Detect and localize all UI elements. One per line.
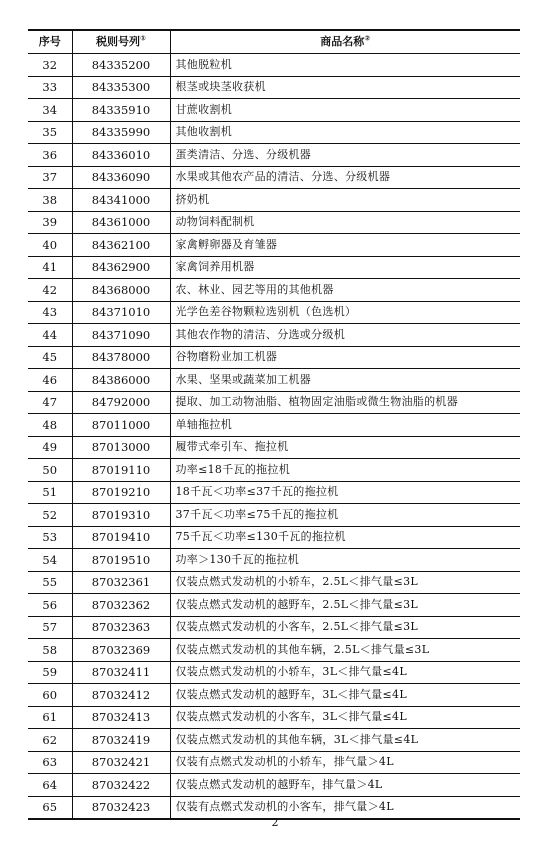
product-name-cell: 仅装有点燃式发动机的小客车，排气量＞4L [170, 796, 520, 819]
table-row [28, 234, 520, 257]
seq-cell: 59 [28, 661, 72, 684]
tariff-code-cell: 87032422 [72, 774, 170, 797]
table-row [28, 121, 520, 144]
product-name-cell: 谷物磨粉业加工机器 [170, 346, 520, 369]
table-header-row [28, 30, 520, 54]
seq-cell: 64 [28, 774, 72, 797]
tariff-code-cell: 87019110 [72, 459, 170, 482]
tariff-code-cell: 87019310 [72, 504, 170, 527]
seq-cell: 39 [28, 211, 72, 234]
tariff-code-cell: 84336090 [72, 166, 170, 189]
tariff-table [28, 29, 520, 820]
tariff-code-cell: 87032363 [72, 616, 170, 639]
product-name-cell: 仅装点燃式发动机的越野车，2.5L＜排气量≤3L [170, 594, 520, 617]
product-name-cell: 挤奶机 [170, 189, 520, 212]
tariff-code-cell: 87032369 [72, 639, 170, 662]
product-name-cell: 单轴拖拉机 [170, 414, 520, 437]
header-name: 商品名称② [170, 30, 520, 54]
seq-cell: 44 [28, 324, 72, 347]
seq-cell: 49 [28, 436, 72, 459]
product-name-cell: 提取、加工动物油脂、植物固定油脂或微生物油脂的机器 [170, 391, 520, 414]
product-name-cell: 其他农作物的清洁、分选或分级机 [170, 324, 520, 347]
table-row [28, 301, 520, 324]
tariff-code-cell: 87032419 [72, 729, 170, 752]
product-name-cell: 仅装有点燃式发动机的小轿车，排气量＞4L [170, 751, 520, 774]
product-name-cell: 其他收割机 [170, 121, 520, 144]
table-row [28, 211, 520, 234]
table-row [28, 414, 520, 437]
seq-cell: 35 [28, 121, 72, 144]
product-name-cell: 功率＞130千瓦的拖拉机 [170, 549, 520, 572]
product-name-cell: 家禽饲养用机器 [170, 256, 520, 279]
tariff-code-cell: 84335910 [72, 99, 170, 122]
table-row [28, 324, 520, 347]
tariff-code-cell: 84341000 [72, 189, 170, 212]
product-name-cell: 仅装点燃式发动机的越野车，3L＜排气量≤4L [170, 684, 520, 707]
product-name-cell: 动物饲料配制机 [170, 211, 520, 234]
seq-cell: 33 [28, 76, 72, 99]
seq-cell: 57 [28, 616, 72, 639]
table-row [28, 54, 520, 77]
seq-cell: 56 [28, 594, 72, 617]
tariff-code-cell: 84362900 [72, 256, 170, 279]
footnote-mark: ② [364, 34, 371, 43]
seq-cell: 38 [28, 189, 72, 212]
seq-cell: 45 [28, 346, 72, 369]
seq-cell: 32 [28, 54, 72, 77]
product-name-cell: 功率≤18千瓦的拖拉机 [170, 459, 520, 482]
table-row [28, 751, 520, 774]
seq-cell: 34 [28, 99, 72, 122]
table-row [28, 99, 520, 122]
product-name-cell: 仅装点燃式发动机的其他车辆，3L＜排气量≤4L [170, 729, 520, 752]
tariff-code-cell: 84362100 [72, 234, 170, 257]
table-row [28, 661, 520, 684]
table-row [28, 459, 520, 482]
seq-cell: 61 [28, 706, 72, 729]
tariff-code-cell: 87032412 [72, 684, 170, 707]
tariff-code-cell: 87032423 [72, 796, 170, 819]
tariff-code-cell: 87019510 [72, 549, 170, 572]
seq-cell: 65 [28, 796, 72, 819]
table-row [28, 504, 520, 527]
product-name-cell: 仅装点燃式发动机的小轿车，2.5L＜排气量≤3L [170, 571, 520, 594]
seq-cell: 50 [28, 459, 72, 482]
tariff-code-cell: 87032421 [72, 751, 170, 774]
seq-cell: 52 [28, 504, 72, 527]
seq-cell: 43 [28, 301, 72, 324]
product-name-cell: 仅装点燃式发动机的小客车，3L＜排气量≤4L [170, 706, 520, 729]
tariff-code-cell: 84386000 [72, 369, 170, 392]
tariff-code-cell: 87019210 [72, 481, 170, 504]
seq-cell: 46 [28, 369, 72, 392]
product-name-cell: 根茎或块茎收获机 [170, 76, 520, 99]
tariff-code-cell: 84368000 [72, 279, 170, 302]
header-code: 税则号列① [72, 30, 170, 54]
table-row [28, 729, 520, 752]
tariff-code-cell: 87032413 [72, 706, 170, 729]
product-name-cell: 农、林业、园艺等用的其他机器 [170, 279, 520, 302]
tariff-code-cell: 87011000 [72, 414, 170, 437]
tariff-code-cell: 84371010 [72, 301, 170, 324]
tariff-code-cell: 84335300 [72, 76, 170, 99]
product-name-cell: 履带式牵引车、拖拉机 [170, 436, 520, 459]
seq-cell: 47 [28, 391, 72, 414]
tariff-code-cell: 84335200 [72, 54, 170, 77]
table-row [28, 436, 520, 459]
table-row [28, 481, 520, 504]
seq-cell: 53 [28, 526, 72, 549]
seq-cell: 42 [28, 279, 72, 302]
tariff-code-cell: 84361000 [72, 211, 170, 234]
tariff-code-cell: 87032411 [72, 661, 170, 684]
product-name-cell: 光学色差谷物颗粒选别机（色选机） [170, 301, 520, 324]
product-name-cell: 37千瓦＜功率≤75千瓦的拖拉机 [170, 504, 520, 527]
tariff-code-cell: 84336010 [72, 144, 170, 167]
tariff-code-cell: 87032362 [72, 594, 170, 617]
tariff-code-cell: 84371090 [72, 324, 170, 347]
table-row [28, 144, 520, 167]
table-row [28, 189, 520, 212]
seq-cell: 48 [28, 414, 72, 437]
table-row [28, 594, 520, 617]
seq-cell: 37 [28, 166, 72, 189]
tariff-code-cell: 84792000 [72, 391, 170, 414]
header-seq: 序号 [28, 30, 72, 54]
table-row [28, 639, 520, 662]
document-page [28, 29, 520, 820]
seq-cell: 63 [28, 751, 72, 774]
seq-cell: 54 [28, 549, 72, 572]
table-row [28, 684, 520, 707]
product-name-cell: 甘蔗收割机 [170, 99, 520, 122]
tariff-code-cell: 84378000 [72, 346, 170, 369]
table-row [28, 391, 520, 414]
product-name-cell: 水果、坚果或蔬菜加工机器 [170, 369, 520, 392]
tariff-code-cell: 87013000 [72, 436, 170, 459]
table-row [28, 76, 520, 99]
seq-cell: 36 [28, 144, 72, 167]
product-name-cell: 其他脱粒机 [170, 54, 520, 77]
product-name-cell: 水果或其他农产品的清洁、分选、分级机器 [170, 166, 520, 189]
table-row [28, 256, 520, 279]
tariff-code-cell: 87032361 [72, 571, 170, 594]
table-body [28, 54, 520, 820]
table-row [28, 571, 520, 594]
table-row [28, 526, 520, 549]
table-row [28, 369, 520, 392]
seq-cell: 55 [28, 571, 72, 594]
seq-cell: 58 [28, 639, 72, 662]
table-row [28, 166, 520, 189]
product-name-cell: 仅装点燃式发动机的小轿车，3L＜排气量≤4L [170, 661, 520, 684]
product-name-cell: 仅装点燃式发动机的小客车，2.5L＜排气量≤3L [170, 616, 520, 639]
table-row [28, 616, 520, 639]
seq-cell: 40 [28, 234, 72, 257]
seq-cell: 62 [28, 729, 72, 752]
table-row [28, 279, 520, 302]
product-name-cell: 仅装点燃式发动机的其他车辆，2.5L＜排气量≤3L [170, 639, 520, 662]
table-row [28, 549, 520, 572]
footnote-mark: ① [140, 34, 146, 43]
table-row [28, 774, 520, 797]
page-number: 2 [271, 816, 279, 829]
seq-cell: 60 [28, 684, 72, 707]
tariff-code-cell: 87019410 [72, 526, 170, 549]
product-name-cell: 仅装点燃式发动机的越野车，排气量＞4L [170, 774, 520, 797]
seq-cell: 41 [28, 256, 72, 279]
product-name-cell: 蛋类清洁、分选、分级机器 [170, 144, 520, 167]
product-name-cell: 18千瓦＜功率≤37千瓦的拖拉机 [170, 481, 520, 504]
product-name-cell: 家禽孵卵器及育雏器 [170, 234, 520, 257]
tariff-code-cell: 84335990 [72, 121, 170, 144]
seq-cell: 51 [28, 481, 72, 504]
table-row [28, 706, 520, 729]
table-row [28, 346, 520, 369]
product-name-cell: 75千瓦＜功率≤130千瓦的拖拉机 [170, 526, 520, 549]
